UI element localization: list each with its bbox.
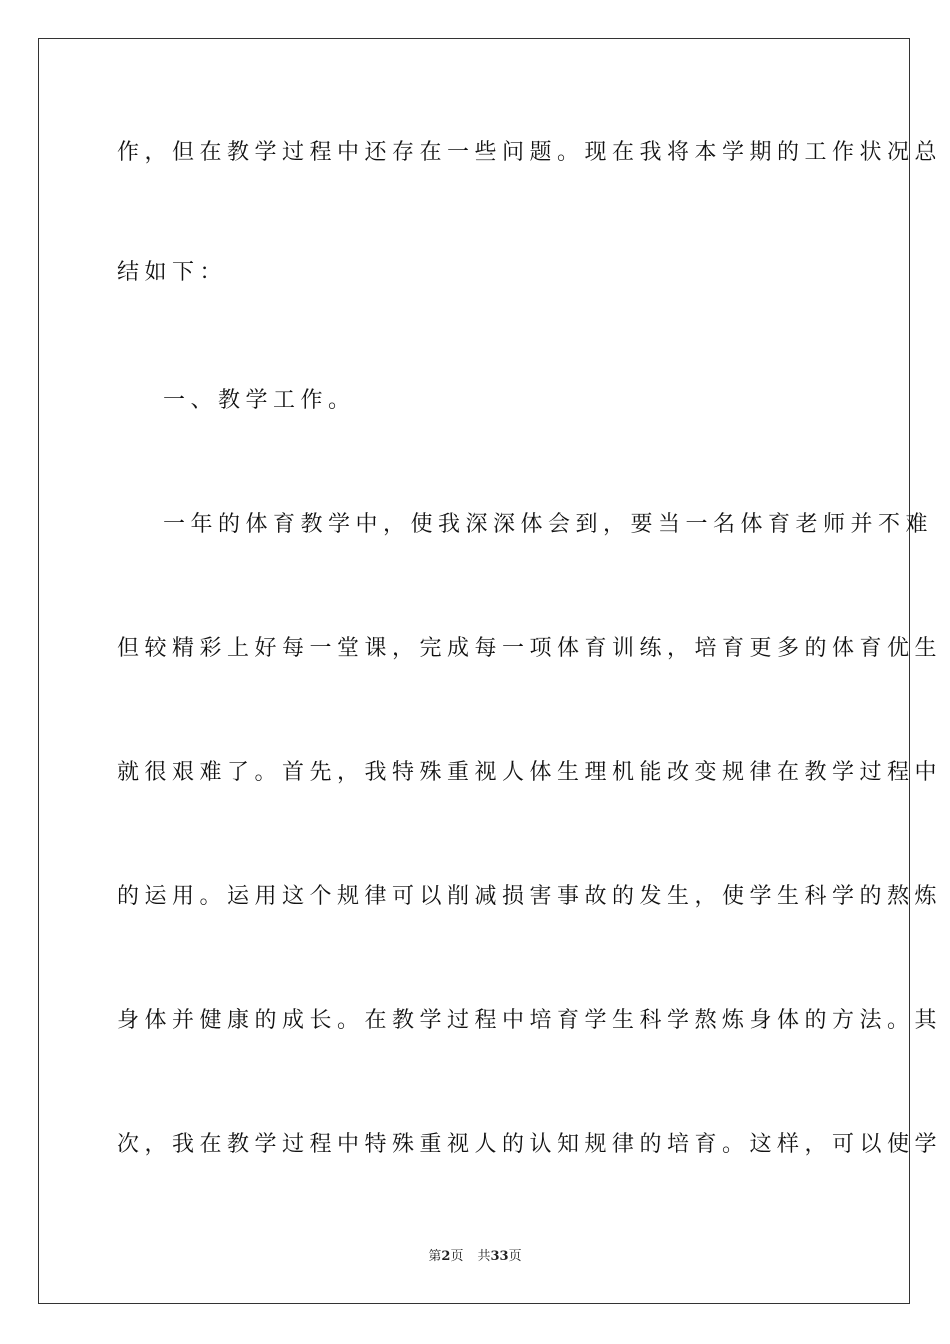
total-suffix: 页	[508, 1249, 522, 1264]
section-heading: 一、教学工作。	[163, 388, 356, 413]
page-footer	[0, 1248, 950, 1266]
page-number: 2	[441, 1249, 451, 1264]
body-text-line-2: 结如下：	[117, 260, 228, 285]
body-text-line-4: 一年的体育教学中，使我深深体会到，要当一名体育老师并不难	[163, 512, 934, 537]
total-pages: 33	[490, 1249, 509, 1264]
page-frame	[38, 38, 943, 1304]
body-text-line-6: 就很艰难了。首先，我特殊重视人体生理机能改变规律在教学过程中	[117, 760, 943, 785]
page-suffix: 页	[450, 1249, 464, 1264]
body-text-line-7: 的运用。运用这个规律可以削减损害事故的发生，使学生科学的熬炼	[117, 884, 943, 909]
body-text-line-8: 身体并健康的成长。在教学过程中培育学生科学熬炼身体的方法。其	[117, 1008, 943, 1033]
body-text-line-1: 作，但在教学过程中还存在一些问题。现在我将本学期的工作状况总	[117, 140, 943, 165]
page-prefix: 第	[428, 1249, 442, 1264]
body-text-line-5: 但较精彩上好每一堂课，完成每一项体育训练，培育更多的体育优生	[117, 636, 943, 661]
total-prefix: 共	[477, 1249, 491, 1264]
body-text-line-9: 次，我在教学过程中特殊重视人的认知规律的培育。这样，可以使学	[117, 1132, 943, 1157]
